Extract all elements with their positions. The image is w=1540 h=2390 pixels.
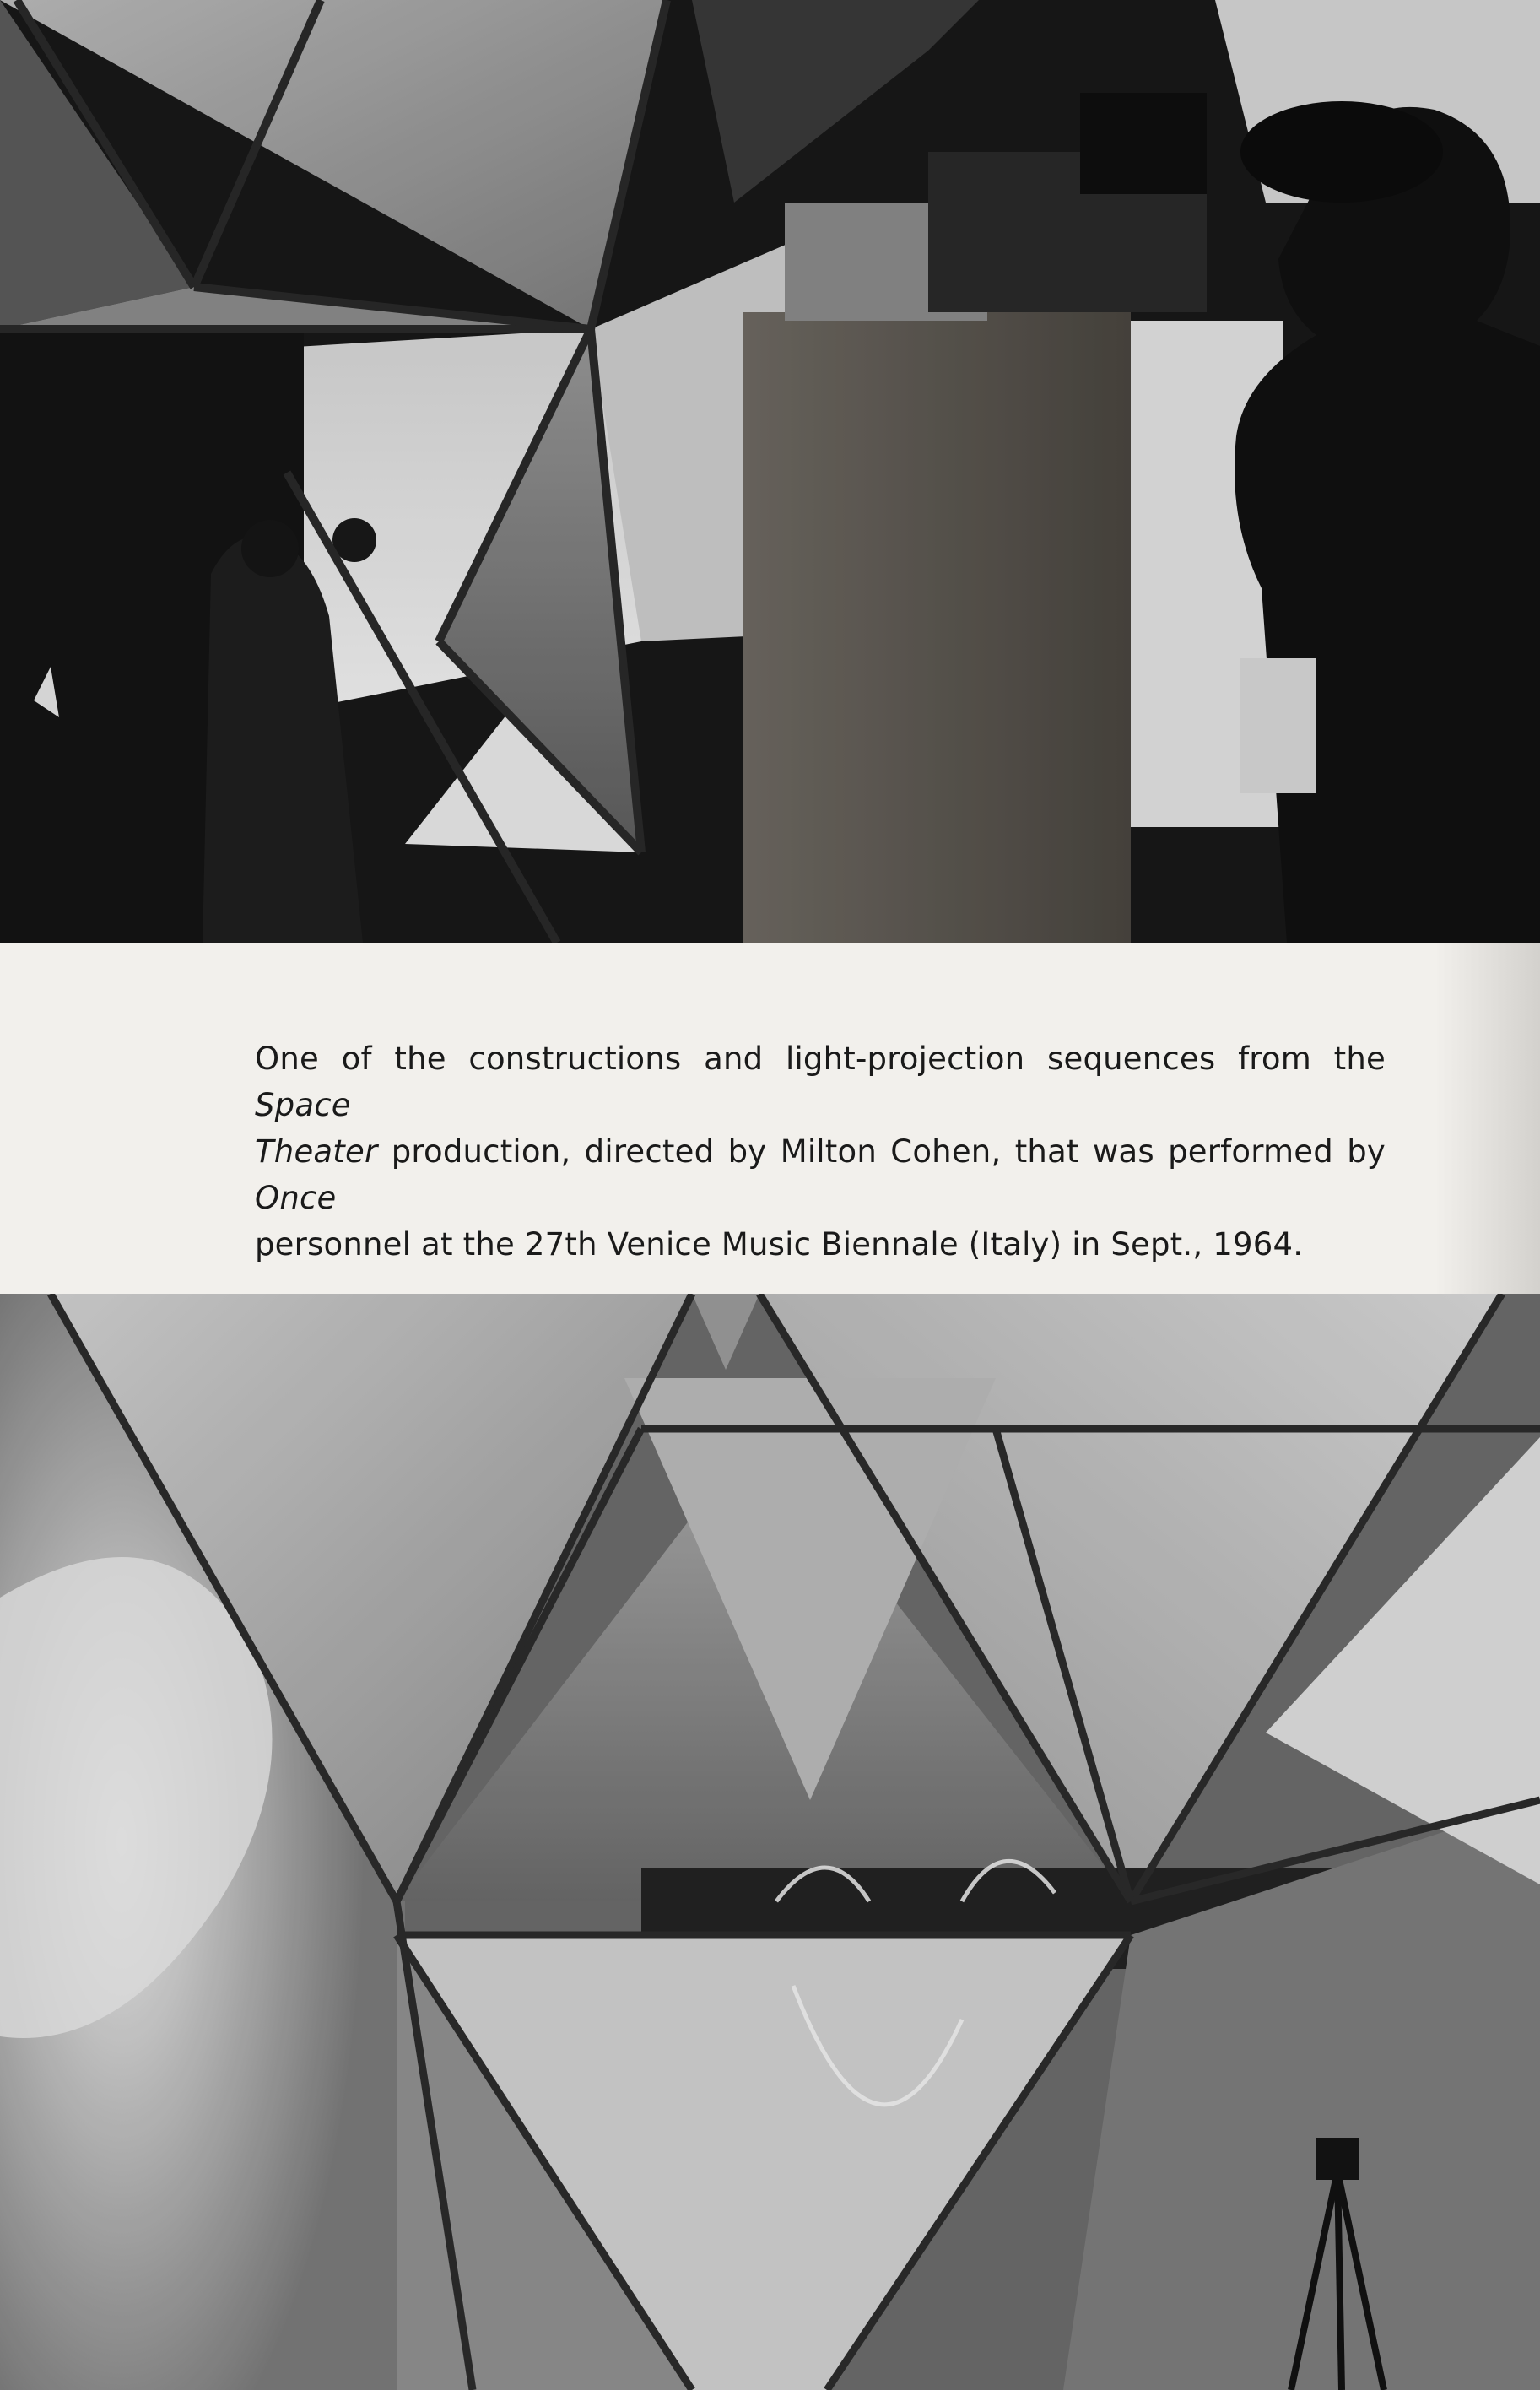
caption-text: One of the constructions and light-projection sequences from the (255, 1041, 1386, 1077)
photo-caption (255, 1035, 1386, 1268)
caption-line-2 (255, 1128, 1386, 1221)
caption-line-3: personnel at the 27th Venice Music Biennale (Italy) in Sept., 1964. (255, 1226, 1304, 1263)
top-photo-scene (0, 0, 1540, 943)
caption-line-1 (255, 1035, 1386, 1128)
bottom-photo-scene (0, 1294, 1540, 2390)
top-photograph (0, 0, 1540, 943)
bottom-photograph (0, 1294, 1540, 2390)
caption-italic-space: Space (255, 1087, 351, 1123)
caption-text: production, directed by Milton Cohen, that was performed by (377, 1133, 1386, 1170)
caption-italic-theater: Theater (255, 1133, 378, 1170)
page-edge-shadow (1435, 943, 1540, 1294)
caption-italic-once: Once (255, 1180, 337, 1216)
